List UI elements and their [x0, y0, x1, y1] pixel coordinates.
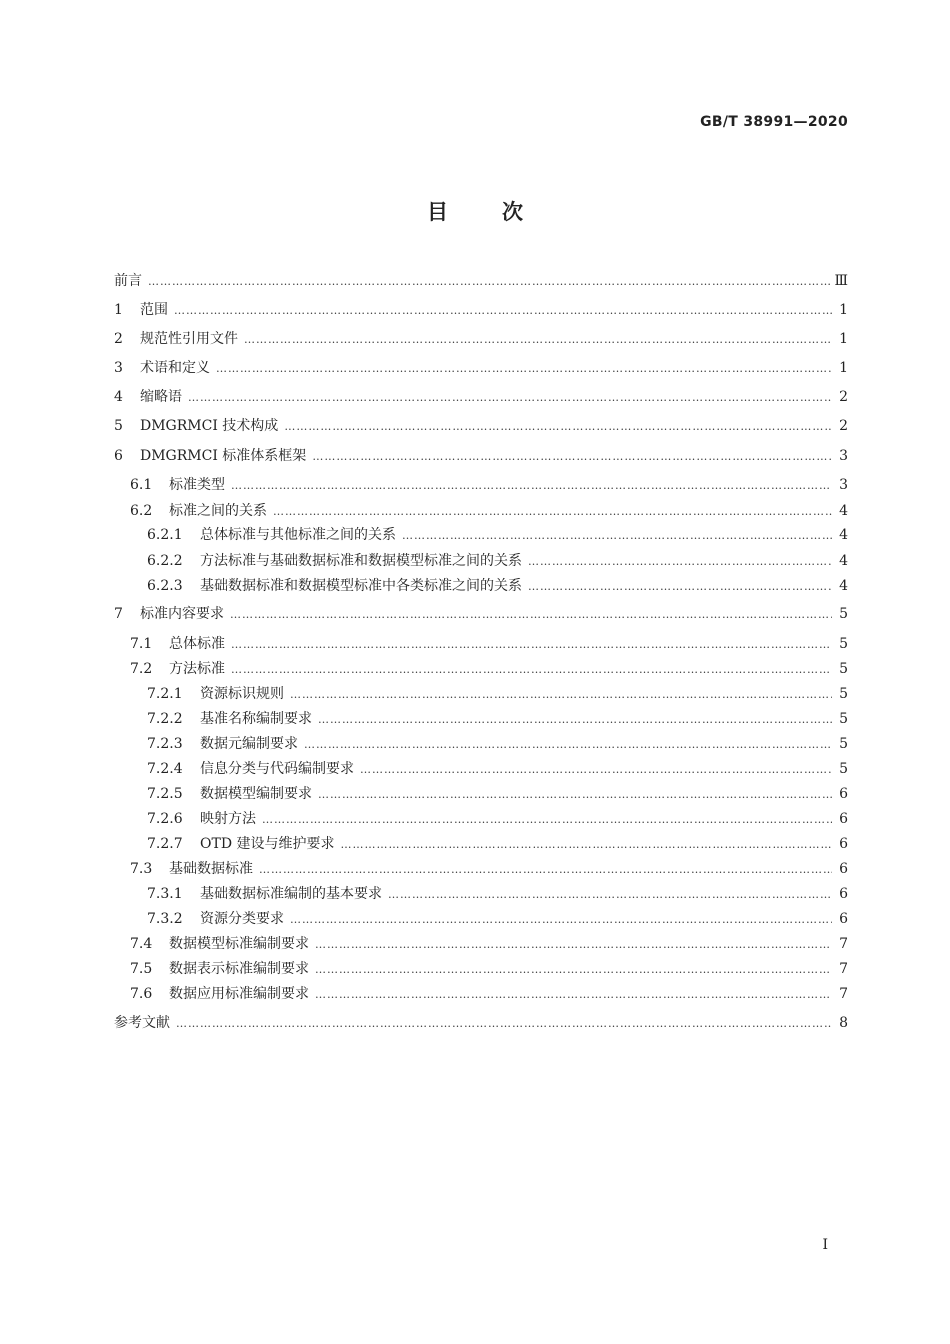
toc-leader-dots	[188, 391, 832, 404]
toc-entry-number: 7.2.6	[147, 811, 183, 827]
toc-leader-dots	[315, 988, 832, 1001]
toc-entry[interactable]	[114, 474, 848, 494]
toc-entry-page: 5	[839, 661, 848, 677]
standard-code: GB/T 38991—2020	[700, 114, 848, 130]
toc-entry-number: 4	[114, 389, 123, 405]
page-number: I	[822, 1237, 828, 1253]
toc-leader-dots	[231, 663, 832, 676]
toc-entry[interactable]	[114, 933, 848, 953]
toc-entry-page: 3	[839, 448, 848, 464]
toc-entry-number: 7.1	[130, 636, 153, 652]
toc-entry-number: 2	[114, 331, 123, 347]
toc-entry-page: 1	[839, 360, 848, 376]
toc-entry[interactable]	[114, 633, 848, 653]
toc-entry-title: 方法标准与基础数据标准和数据模型标准之间的关系	[200, 553, 522, 569]
toc-leader-dots	[262, 813, 832, 826]
page-title-part1: 目	[427, 200, 448, 224]
toc-entry-title: 信息分类与代码编制要求	[200, 761, 354, 777]
toc-entry[interactable]	[114, 758, 848, 778]
toc-entry-number: 7.2.1	[147, 686, 183, 702]
toc-entry-title: 数据表示标准编制要求	[169, 961, 309, 977]
toc-leader-dots	[176, 1017, 832, 1030]
toc-entry-title: 基础数据标准和数据模型标准中各类标准之间的关系	[200, 578, 522, 594]
toc-entry-title: 范围	[140, 302, 168, 318]
toc-entry-title: 数据模型标准编制要求	[169, 936, 309, 952]
toc-leader-dots	[402, 529, 832, 542]
toc-leader-dots	[318, 788, 832, 801]
toc-leader-dots	[273, 505, 832, 518]
toc-leader-dots	[388, 888, 832, 901]
toc-entry-page: 8	[839, 1015, 848, 1031]
toc-entry-title: 前言	[114, 273, 142, 289]
toc-leader-dots	[284, 420, 832, 433]
toc-entry-page: 1	[839, 331, 848, 347]
toc-entry-title: 基准名称编制要求	[200, 711, 312, 727]
toc-entry-number: 7.2.5	[147, 786, 183, 802]
toc-entry-title: 资源标识规则	[200, 686, 284, 702]
toc-entry-page: 5	[839, 636, 848, 652]
toc-entry-number: 6.1	[130, 477, 153, 493]
toc-leader-dots	[174, 304, 832, 317]
toc-entry-page: 5	[839, 711, 848, 727]
toc-leader-dots	[360, 763, 832, 776]
toc-entry-page: 1	[839, 302, 848, 318]
toc-leader-dots	[528, 580, 832, 593]
toc-entry-number: 7.3.2	[147, 911, 183, 927]
toc-entry-number: 7.2.4	[147, 761, 183, 777]
toc-entry-number: 7.2.7	[147, 836, 183, 852]
toc-entry-number: 7.3	[130, 861, 153, 877]
toc-entry-number: 6	[114, 448, 123, 464]
toc-leader-dots	[318, 713, 832, 726]
toc-entry-title: OTD 建设与维护要求	[200, 836, 335, 852]
toc-entry[interactable]	[114, 386, 848, 406]
toc-entry-page: 7	[839, 936, 848, 952]
toc-entry[interactable]	[114, 603, 848, 623]
toc-entry-title: 规范性引用文件	[140, 331, 238, 347]
toc-entry[interactable]	[114, 883, 848, 903]
toc-leader-dots	[230, 608, 832, 621]
toc-leader-dots	[312, 450, 832, 463]
toc-entry-number: 7.5	[130, 961, 153, 977]
toc-entry-number: 7	[114, 606, 123, 622]
toc-entry-title: 标准内容要求	[140, 606, 224, 622]
toc-entry-title: 参考文献	[114, 1015, 170, 1031]
toc-entry-number: 6.2.1	[147, 527, 183, 543]
toc-entry-page: 7	[839, 986, 848, 1002]
toc-entry-page: 6	[839, 836, 848, 852]
toc-entry-title: 术语和定义	[140, 360, 210, 376]
toc-entry-page: 4	[839, 527, 848, 543]
toc-entry-page: 2	[839, 418, 848, 434]
toc-entry-title: 缩略语	[140, 389, 182, 405]
toc-entry-title: 映射方法	[200, 811, 256, 827]
toc-entry-page: 6	[839, 886, 848, 902]
toc-entry-page: Ⅲ	[834, 273, 848, 289]
page-title-part2: 次	[502, 200, 523, 224]
toc-entry-page: 6	[839, 786, 848, 802]
toc-entry-number: 7.6	[130, 986, 153, 1002]
toc-entry-number: 3	[114, 360, 123, 376]
toc-entry-title: 资源分类要求	[200, 911, 284, 927]
toc-entry-title: 总体标准	[169, 636, 225, 652]
toc-entry-page: 4	[839, 503, 848, 519]
toc-entry[interactable]	[114, 445, 848, 465]
toc-entry[interactable]	[114, 524, 848, 544]
toc-entry[interactable]	[114, 299, 848, 319]
toc-entry-page: 4	[839, 553, 848, 569]
toc-leader-dots	[528, 555, 832, 568]
toc-entry-title: 数据元编制要求	[200, 736, 298, 752]
toc-entry[interactable]	[114, 1012, 848, 1032]
toc-leader-dots	[216, 362, 832, 375]
toc-entry-number: 7.2.2	[147, 711, 183, 727]
toc-leader-dots	[290, 688, 832, 701]
toc-entry-title: 数据模型编制要求	[200, 786, 312, 802]
toc-entry-number: 6.2.2	[147, 553, 183, 569]
toc-entry[interactable]	[114, 958, 848, 978]
toc-leader-dots	[315, 963, 832, 976]
toc-entry-title: 数据应用标准编制要求	[169, 986, 309, 1002]
toc-entry[interactable]	[114, 808, 848, 828]
toc-entry-number: 7.2.3	[147, 736, 183, 752]
toc-entry-page: 5	[839, 736, 848, 752]
toc-entry[interactable]	[114, 328, 848, 348]
toc-entry-number: 7.2	[130, 661, 153, 677]
toc-entry[interactable]	[114, 733, 848, 753]
toc-leader-dots	[315, 938, 832, 951]
toc-entry-number: 6.2	[130, 503, 153, 519]
toc-entry-title: 方法标准	[169, 661, 225, 677]
toc-entry[interactable]	[114, 415, 848, 435]
toc-entry[interactable]	[114, 550, 848, 570]
toc-entry-page: 4	[839, 578, 848, 594]
toc-leader-dots	[304, 738, 832, 751]
toc-leader-dots	[290, 913, 832, 926]
toc-entry[interactable]	[114, 708, 848, 728]
toc-leader-dots	[244, 333, 832, 346]
toc-entry-title: 基础数据标准	[169, 861, 253, 877]
toc-entry-number: 7.3.1	[147, 886, 183, 902]
toc-leader-dots	[231, 638, 832, 651]
toc-entry-page: 5	[839, 761, 848, 777]
toc-entry[interactable]	[114, 983, 848, 1003]
toc-entry[interactable]	[114, 683, 848, 703]
toc-entry[interactable]	[114, 833, 848, 853]
toc-entry-number: 7.4	[130, 936, 153, 952]
toc-entry-number: 1	[114, 302, 123, 318]
toc-entry-title: DMGRMCI 标准体系框架	[140, 448, 307, 464]
toc-entry[interactable]	[114, 908, 848, 928]
toc-entry-number: 5	[114, 418, 123, 434]
toc-entry-title: 总体标准与其他标准之间的关系	[200, 527, 396, 543]
toc-entry-page: 6	[839, 861, 848, 877]
toc-entry-page: 5	[839, 686, 848, 702]
toc-entry[interactable]	[114, 858, 848, 878]
toc-entry-title: 基础数据标准编制的基本要求	[200, 886, 382, 902]
toc-entry-number: 6.2.3	[147, 578, 183, 594]
toc-entry[interactable]	[114, 270, 848, 290]
toc-entry-page: 2	[839, 389, 848, 405]
toc-entry[interactable]	[114, 500, 848, 520]
toc-entry[interactable]	[114, 658, 848, 678]
toc-leader-dots	[231, 479, 832, 492]
toc-leader-dots	[148, 275, 830, 288]
page-title	[0, 196, 950, 226]
toc-entry-page: 3	[839, 477, 848, 493]
toc-entry-page: 6	[839, 911, 848, 927]
toc-entry-title: 标准之间的关系	[169, 503, 267, 519]
toc-entry-title: DMGRMCI 技术构成	[140, 418, 279, 434]
toc-entry[interactable]	[114, 783, 848, 803]
toc-entry-page: 7	[839, 961, 848, 977]
toc-leader-dots	[341, 838, 833, 851]
toc-leader-dots	[259, 863, 832, 876]
toc-entry-page: 5	[839, 606, 848, 622]
toc-entry[interactable]	[114, 357, 848, 377]
toc-entry-page: 6	[839, 811, 848, 827]
toc-entry[interactable]	[114, 575, 848, 595]
toc-entry-title: 标准类型	[169, 477, 225, 493]
